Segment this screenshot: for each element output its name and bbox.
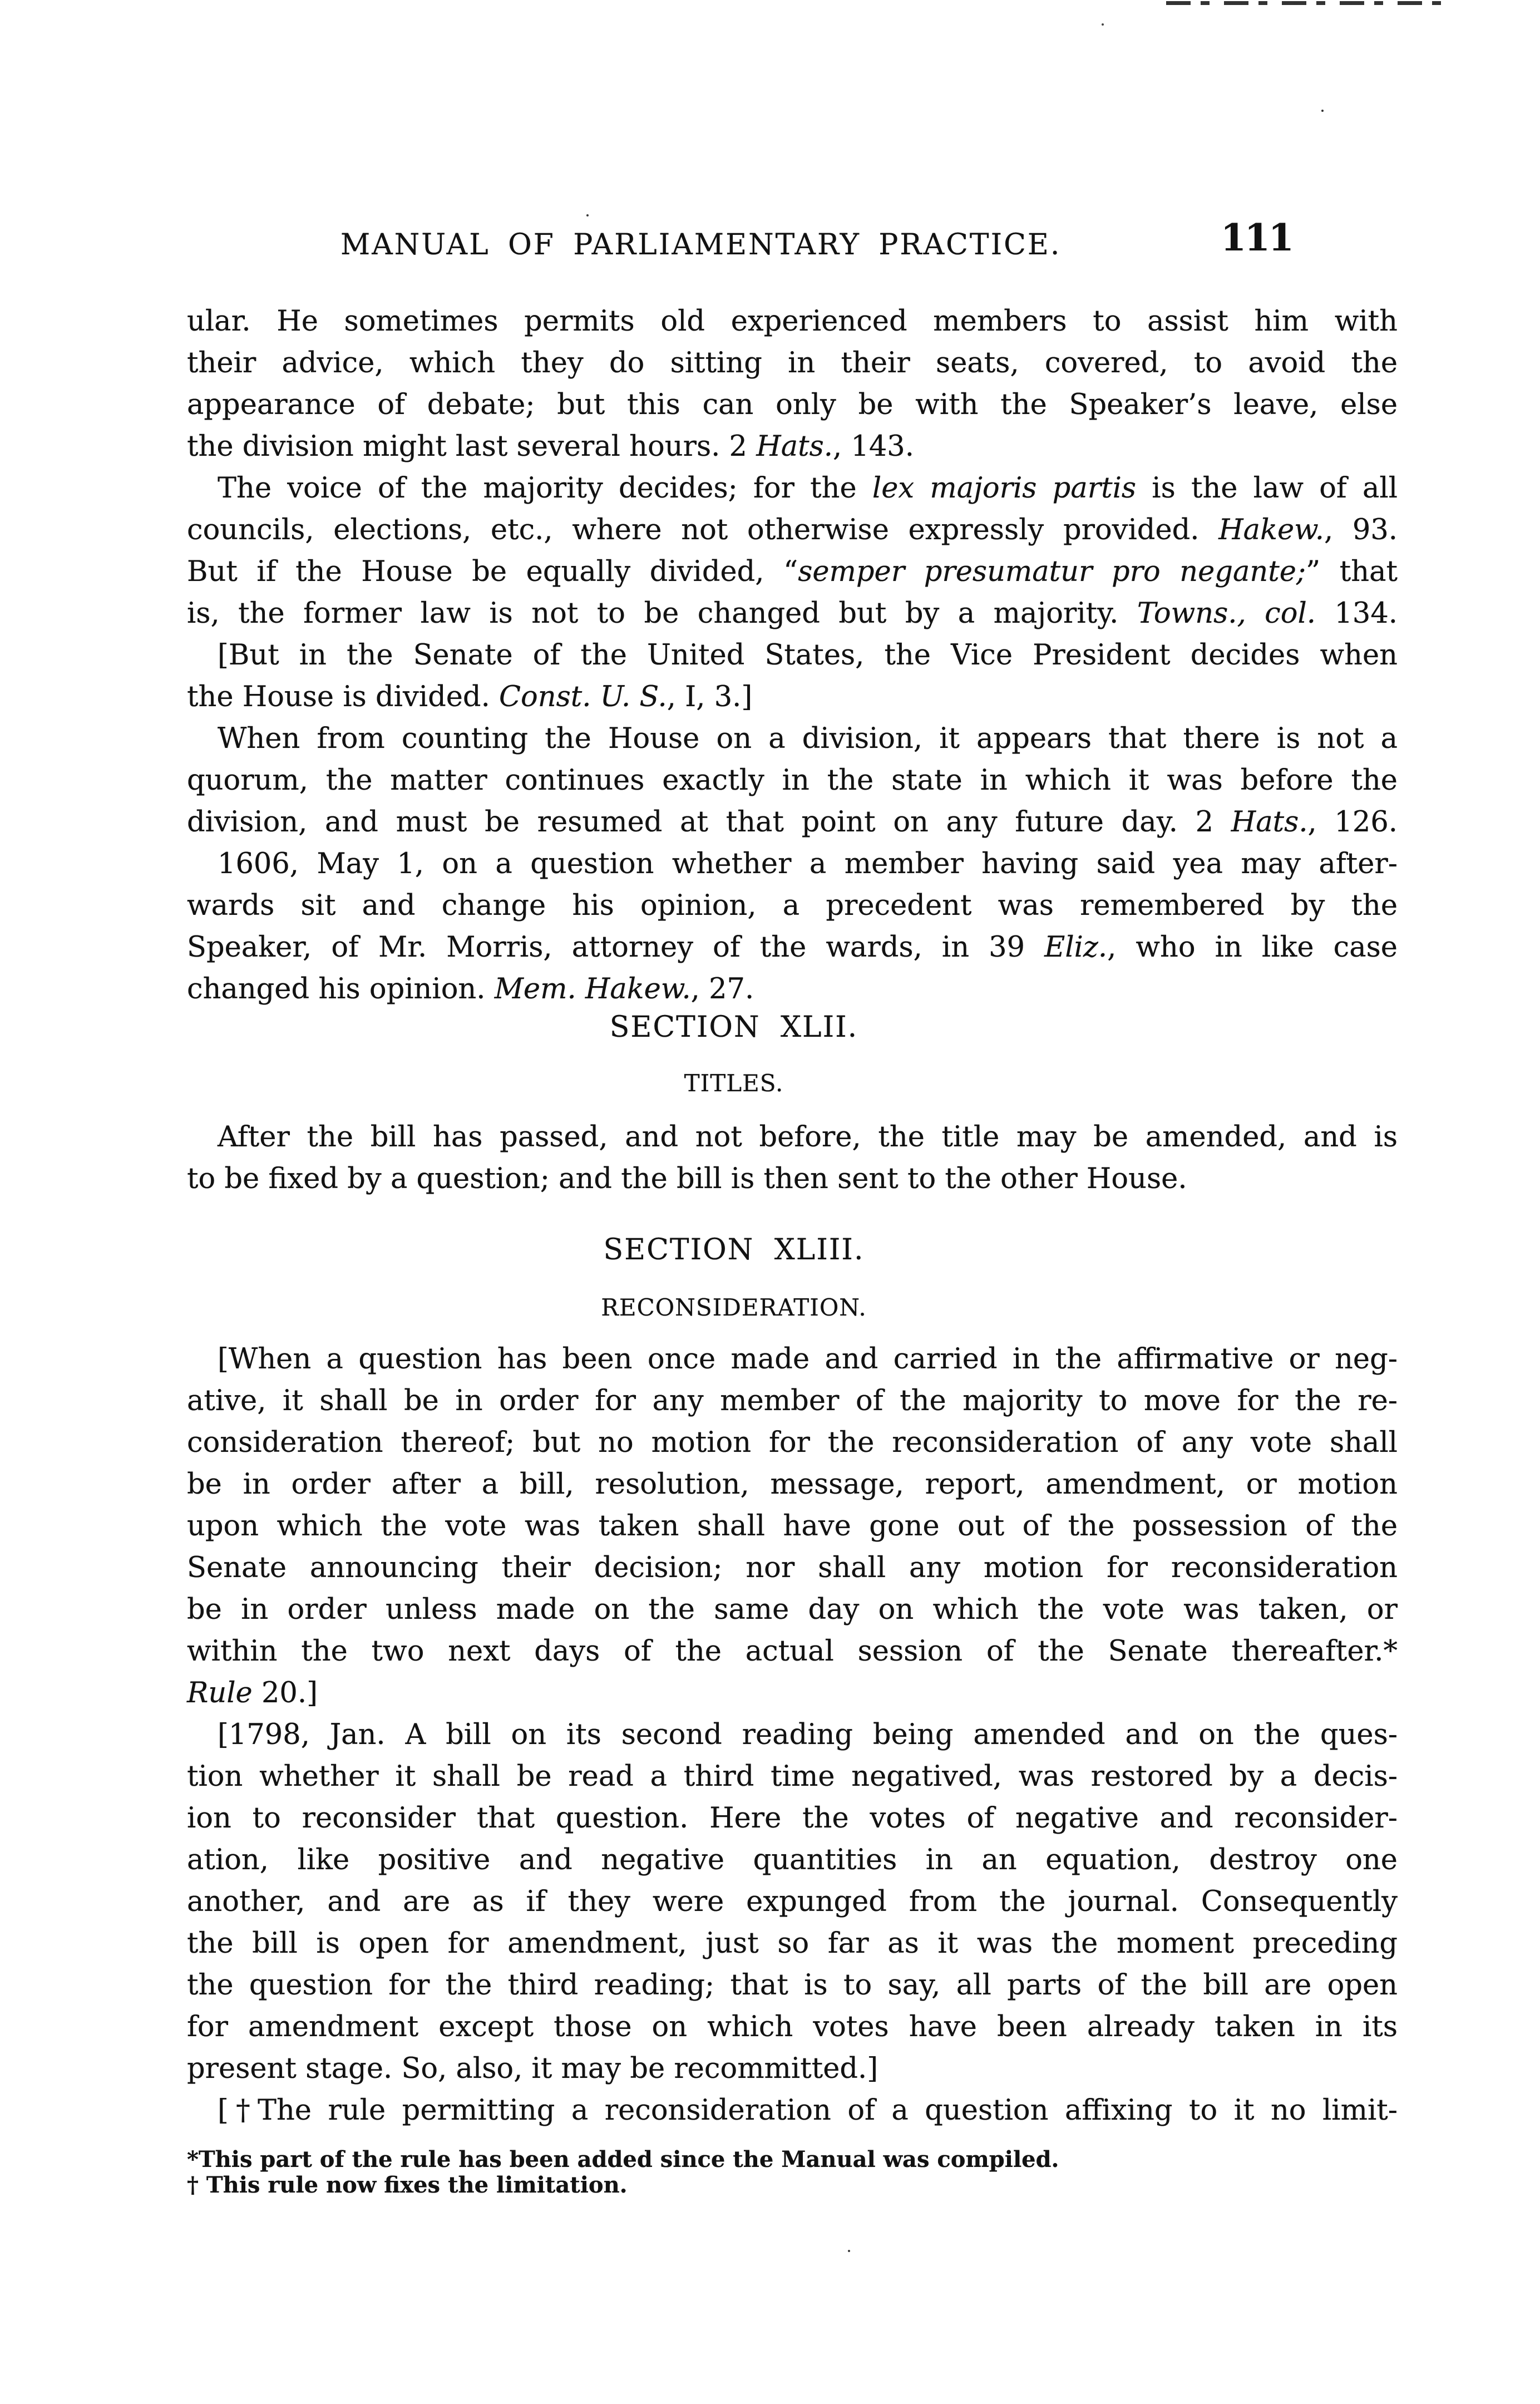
text-line: upon which the vote was taken shall have gone out of the possession of the [187,1510,1398,1543]
text-line: ative, it shall be in order for any member of the majority to move for the re- [187,1385,1398,1417]
text-line: [†The rule permitting a reconsideration of a question affixing to it no limit- [218,2094,1398,2127]
text-line: be in order unless made on the same day on which the vote was taken, or [187,1593,1398,1626]
paragraph [187,1116,1398,1200]
paragraph [187,2090,1398,2131]
text-line: Rule 20.] [187,1677,318,1710]
text-line: the bill is open for amendment, just so far as it was the moment preceding [187,1927,1398,1960]
text-line: their advice, which they do sitting in their seats, covered, to avoid the [187,347,1398,380]
text-line: When from counting the House on a division, it appears that there is not a [218,722,1398,755]
text-line: present stage. So, also, it may be recommitted.] [187,2052,878,2085]
text-line: within the two next days of the actual session of the Senate thereafter.* [187,1635,1398,1668]
page-number: 111 [1221,216,1292,259]
text-line: ular. He sometimes permits old experienced members to assist him with [187,305,1398,338]
text-line: division, and must be resumed at that point on any future day. 2 Hats., 126. [187,806,1398,839]
section-heading: SECTION XLIII. [603,1233,865,1267]
paragraph [187,1714,1398,2090]
text-line: [When a question has been once made and carried in the affirmative or neg- [218,1343,1398,1376]
text-line: The voice of the majority decides; for the lex majoris partis is the law of all [218,472,1398,505]
subsection-heading: RECONSIDERATION. [601,1294,867,1321]
text-line: consideration thereof; but no motion for the reconsideration of any vote shall [187,1426,1398,1459]
text-line: is, the former law is not to be changed but by a majority. Towns., col. 134. [187,597,1398,630]
text-line: After the bill has passed, and not before, the title may be amended, and is [218,1121,1398,1154]
scan-artifact-dashed-rule [1166,1,1444,5]
text-line: to be fixed by a question; and the bill is then sent to the other House. [187,1162,1187,1195]
footnote-line: † This rule now fixes the limitation. [187,2172,628,2198]
text-line: wards sit and change his opinion, a precedent was remembered by the [187,889,1398,922]
text-line: But if the House be equally divided, “semper presumatur pro negante;” that [187,555,1398,588]
footnotes [187,2147,1398,2198]
scan-speck [586,214,589,216]
paragraph [187,634,1398,718]
paragraph [187,300,1398,467]
footnote-line: *This part of the rule has been added since the Manual was compiled. [187,2146,1059,2173]
text-line: [But in the Senate of the United States, the Vice President decides when [218,639,1398,672]
text-line: appearance of debate; but this can only be with the Speaker’s leave, else [187,388,1398,421]
text-line: 1606, May 1, on a question whether a member having said yea may after- [218,848,1398,880]
text-line: quorum, the matter continues exactly in the state in which it was before the [187,764,1398,797]
paragraph [187,467,1398,634]
text-line: [1798, Jan. A bill on its second reading being amended and on the ques- [218,1718,1398,1751]
text-line: be in order after a bill, resolution, message, report, amendment, or motion [187,1468,1398,1501]
text-line: Senate announcing their decision; nor shall any motion for reconsideration [187,1551,1398,1584]
text-line: the question for the third reading; that is to say, all parts of the bill are open [187,1969,1398,2002]
running-header-title: MANUAL OF PARLIAMENTARY PRACTICE. [340,228,1062,262]
subsection-heading: TITLES. [684,1070,784,1097]
text-line: changed his opinion. Mem. Hakew., 27. [187,973,754,1006]
paragraph [187,718,1398,843]
text-line: tion whether it shall be read a third time negatived, was restored by a decis- [187,1760,1398,1793]
section-heading: SECTION XLII. [609,1011,858,1044]
body-column [187,300,1398,2198]
text-line: another, and are as if they were expunged from the journal. Consequently [187,1885,1398,1918]
text-line: councils, elections, etc., where not otherwise expressly provided. Hakew., 93. [187,514,1398,546]
text-line: the division might last several hours. 2 Hats., 143. [187,430,914,463]
text-line: Speaker, of Mr. Morris, attorney of the wards, in 39 Eliz., who in like case [187,931,1398,964]
text-line: ation, like positive and negative quantities in an equation, destroy one [187,1844,1398,1876]
paragraph [187,843,1398,1010]
text-line: the House is divided. Const. U. S., I, 3.] [187,681,753,713]
text-line: for amendment except those on which votes have been already taken in its [187,2011,1398,2043]
text-line: ion to reconsider that question. Here the votes of negative and reconsider- [187,1802,1398,1835]
paragraph [187,1338,1398,1714]
